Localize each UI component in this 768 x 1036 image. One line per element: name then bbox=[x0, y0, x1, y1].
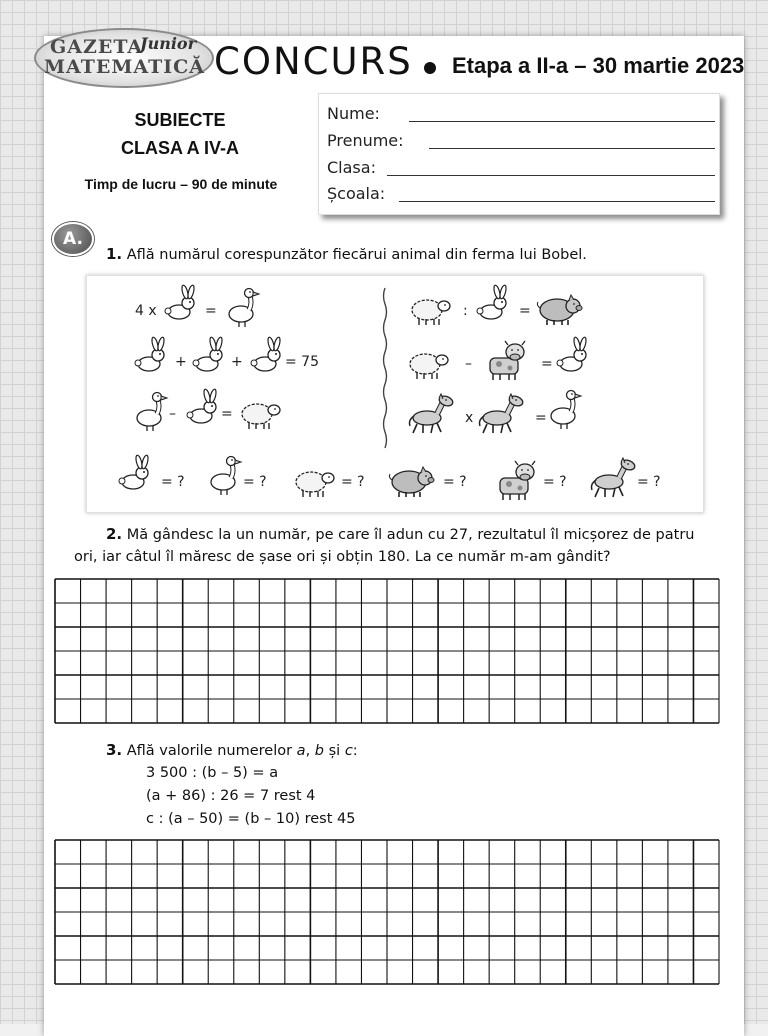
op-equals: = bbox=[535, 410, 547, 426]
logo-line1: GAZETA bbox=[50, 36, 144, 58]
rabbit-icon bbox=[251, 337, 281, 371]
answer-rabbit: = ? bbox=[161, 474, 185, 490]
question-2-line1 bbox=[106, 525, 694, 543]
pig-icon bbox=[537, 295, 582, 325]
rabbit-icon bbox=[187, 389, 217, 423]
nume-label: Nume: bbox=[327, 104, 380, 123]
q3-number: 3. bbox=[106, 741, 123, 759]
animal-puzzle-box bbox=[86, 275, 704, 513]
answer-cow: = ? bbox=[543, 474, 567, 490]
answer-horse: = ? bbox=[637, 474, 661, 490]
grid-q2-lines bbox=[54, 578, 720, 724]
grid-q3-lines bbox=[54, 839, 720, 985]
q3-equation-1: 3 500 : (b – 5) = a bbox=[146, 765, 279, 781]
q3-sep1: , bbox=[305, 743, 315, 759]
rabbit-icon bbox=[135, 337, 165, 371]
goose-icon bbox=[211, 457, 241, 496]
cow-icon bbox=[490, 341, 525, 380]
student-info-box bbox=[318, 93, 720, 215]
rabbit-icon bbox=[193, 337, 223, 371]
op-equals-75: = 75 bbox=[285, 354, 319, 370]
op-plus: + bbox=[175, 354, 187, 370]
answer-grid-q2[interactable] bbox=[54, 578, 720, 724]
var-a: a bbox=[296, 743, 306, 759]
op-equals: = bbox=[541, 356, 553, 372]
sheep-icon bbox=[412, 300, 450, 325]
op-equals: = bbox=[519, 303, 531, 319]
prenume-label: Prenume: bbox=[327, 131, 404, 150]
answer-pig: = ? bbox=[443, 474, 467, 490]
goose-icon bbox=[137, 393, 167, 432]
horse-icon bbox=[592, 458, 637, 497]
rabbit-icon bbox=[557, 337, 587, 371]
horse-icon bbox=[410, 394, 455, 433]
gazeta-logo bbox=[34, 28, 214, 88]
rabbit-icon bbox=[119, 455, 149, 489]
subject-heading: SUBIECTE bbox=[134, 110, 226, 130]
op-divide: : bbox=[463, 303, 468, 319]
answer-grid-q3[interactable] bbox=[54, 839, 720, 985]
answer-goose: = ? bbox=[243, 474, 267, 490]
etapa-date: Etapa a II-a – 30 martie 2023 bbox=[452, 53, 745, 78]
q3-equation-3: c : (a – 50) = (b – 10) rest 45 bbox=[146, 811, 356, 827]
prenume-field[interactable] bbox=[429, 148, 715, 149]
q2-text-line1: Mă gândesc la un număr, pe care îl adun cu 27, rezultatul îl micșorez de patru bbox=[126, 527, 695, 543]
concurs-title: CONCURS bbox=[214, 40, 413, 83]
rabbit-icon bbox=[165, 285, 195, 319]
op-times: x bbox=[465, 410, 474, 426]
sheep-icon bbox=[410, 354, 448, 379]
answer-sheep: = ? bbox=[341, 474, 365, 490]
op-plus: + bbox=[231, 354, 243, 370]
q1-number: 1. bbox=[106, 245, 123, 263]
section-a-badge: A. bbox=[52, 222, 94, 256]
goose-icon bbox=[551, 391, 581, 430]
sheep-icon bbox=[296, 472, 334, 497]
op-four-times: 4 x bbox=[135, 303, 157, 319]
sheep-icon bbox=[242, 404, 280, 429]
pig-icon bbox=[389, 467, 434, 497]
q3-equation-2: (a + 86) : 26 = 7 rest 4 bbox=[146, 788, 316, 804]
logo-junior: Junior bbox=[140, 34, 197, 53]
op-minus: – bbox=[169, 406, 176, 422]
scoala-label: Școala: bbox=[327, 184, 386, 203]
q3-sep2: și bbox=[324, 743, 345, 759]
cow-icon bbox=[500, 461, 535, 500]
q1-text: Află numărul corespunzător fiecărui animal din ferma lui Bobel. bbox=[126, 247, 587, 263]
op-equals: = bbox=[205, 303, 217, 319]
title-bullet bbox=[424, 62, 436, 74]
scoala-field[interactable] bbox=[399, 201, 715, 202]
rabbit-icon bbox=[477, 285, 507, 319]
q3-intro: Află valorile numerelor bbox=[126, 743, 297, 759]
horse-icon bbox=[480, 394, 525, 433]
puzzle-divider bbox=[384, 288, 387, 448]
clasa-label: Clasa: bbox=[327, 158, 376, 177]
time-limit: Timp de lucru – 90 de minute bbox=[84, 176, 278, 192]
q2-text-line2: ori, iar câtul îl măresc de șase ori și obțin 180. La ce număr m-am gândit? bbox=[74, 549, 611, 565]
class-heading: CLASA A IV-A bbox=[120, 138, 239, 158]
goose-icon bbox=[229, 289, 259, 328]
var-b: b bbox=[314, 743, 324, 759]
clasa-field[interactable] bbox=[387, 175, 715, 176]
logo-line2: MATEMATICĂ bbox=[44, 56, 205, 78]
q3-colon: : bbox=[352, 743, 358, 759]
op-equals: = bbox=[221, 406, 233, 422]
var-c: c bbox=[344, 743, 353, 759]
op-minus: – bbox=[465, 356, 472, 372]
q2-number: 2. bbox=[106, 525, 123, 543]
question-3 bbox=[106, 741, 358, 759]
nume-field[interactable] bbox=[409, 121, 715, 122]
question-1 bbox=[106, 245, 587, 263]
